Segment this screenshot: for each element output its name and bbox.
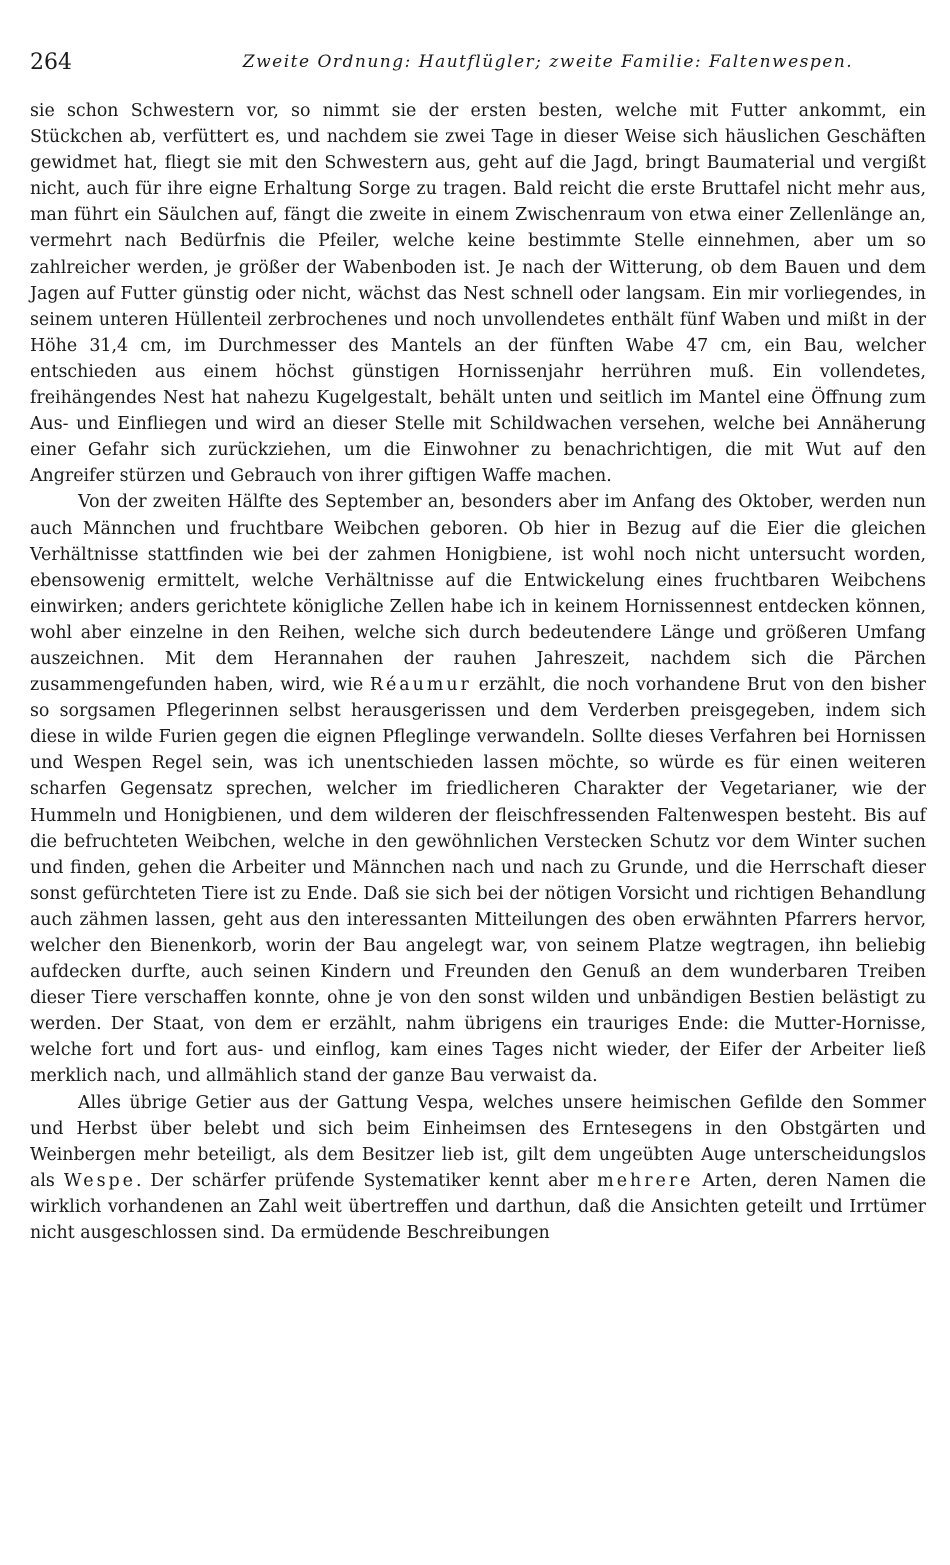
- author-name-reaumur: Réaumur: [369, 675, 472, 696]
- paragraph-3-text-before: Alles übrige Getier aus der Gattung Vespa, welches unsere heimischen Gefilde den Sommer und Herbst über belebt und sich beim Einheimsen des Erntesegens in den Obstgärten und Weinbergen mehr beteiligt, als dem Besitzer lieb ist, gilt dem ungeübten Auge unterscheidungslos als: [30, 1092, 926, 1191]
- book-page: [30, 46, 926, 1244]
- paragraph-2-text-after: erzählt, die noch vorhandene Brut von den bisher so sorgsamen Pflegerinnen selbst herausgerissen und dem Verderben preisgegeben, indem sich diese in wilde Furien gegen die eignen Pfleglinge verwandeln. Sollte dieses Verfahren bei Hornissen und Wespen Regel sein, was ich unentschieden lassen möchte, so würde es für einen weiteren scharfen Gegensatz sprechen, welcher im friedlicheren Charakter der Vegetarianer, wie der Hummeln und Honigbienen, und dem wilderen der fleischfressenden Faltenwespen besteht. Bis auf die befruchteten Weibchen, welche in den gewöhnlichen Verstecken Schutz vor dem Winter suchen und finden, gehen die Arbeiter und Männchen nach und nach zu Grunde, und die Herrschaft dieser sonst gefürchteten Tiere ist zu Ende. Daß sie sich bei der nötigen Vorsicht und richtigen Behandlung auch zähmen lassen, geht aus den interessanten Mitteilungen des oben erwähnten Pfarrers hervor, welcher den Bienenkorb, worin der Bau angelegt war, von seinem Platze wegtragen, ihn beliebig aufdecken durfte, auch seinen Kindern und Freunden den Genuß an dem wunderbaren Treiben dieser Tiere verschaffen konnte, ohne je von den sonst wilden und unbändigen Bestien belästigt zu werden. Der Staat, von dem er erzählt, nahm übrigens ein trauriges Ende: die Mutter-Hornisse, welche fort und fort aus- und einflog, kam eines Tages nicht wieder, der Eifer der Arbeiter ließ merklich nach, und allmählich stand der ganze Bau verwaist da.: [30, 675, 926, 1087]
- paragraph-3-text-after: Arten, deren Namen die wirklich vorhandenen an Zahl weit übertreffen und darthun, daß die Ansichten geteilt und Irrtümer nicht ausgeschlossen sind. Da ermüdende Beschreibungen: [30, 1170, 926, 1244]
- paragraph-3: [30, 1090, 926, 1247]
- paragraph-2-text-before: Von der zweiten Hälfte des September an, besonders aber im Anfang des Oktober, werden nun auch Männchen und fruchtbare Weibchen geboren. Ob hier in Bezug auf die Eier die gleichen Verhältnisse stattfinden wie bei der zahmen Honigbiene, ist wohl noch nicht untersucht worden, ebensowenig ermittelt, welche Verhältnisse auf die Entwickelung eines fruchtbaren Weibchens einwirken; anders gerichtete königliche Zellen habe ich in keinem Hornissennest entdecken können, wohl aber einzelne in den Reihen, welche sich durch bedeutendere Länge und größeren Umfang auszeichnen. Mit dem Herannahen der rauhen Jahreszeit, nachdem sich die Pärchen zusammengefunden haben, wird, wie: [30, 492, 926, 696]
- emphasis-mehrere: mehrere: [597, 1170, 694, 1191]
- term-wespe: Wespe: [63, 1170, 136, 1191]
- page-number: 264: [30, 50, 72, 75]
- running-title: Zweite Ordnung: Hautflügler; zweite Familie: Faltenwespen.: [242, 52, 854, 72]
- body-text: [30, 98, 926, 1246]
- paragraph-1-text: sie schon Schwestern vor, so nimmt sie der ersten besten, welche mit Futter ankommt, ein Stückchen ab, verfüttert es, und nachdem sie zwei Tage in dieser Weise sich häuslichen Geschäften gewidmet hat, fliegt sie mit den Schwestern aus, geht auf die Jagd, bringt Baumaterial und vergißt nicht, auch für ihre eigne Erhaltung Sorge zu tragen. Bald reicht die erste Bruttafel nicht mehr aus, man führt ein Säulchen auf, fängt die zweite in einem Zwischenraum von etwa einer Zellenlänge an, vermehrt nach Bedürfnis die Pfeiler, welche keine bestimmte Stelle einnehmen, aber um so zahlreicher werden, je größer der Wabenboden ist. Je nach der Witterung, ob dem Bauen und dem Jagen auf Futter günstig oder nicht, wächst das Nest schnell oder langsam. Ein mir vorliegendes, in seinem unteren Hüllenteil zerbrochenes und noch unvollendetes enthält fünf Waben und mißt in der Höhe 31,4 cm, im Durchmesser des Mantels an der fünften Wabe 47 cm, ein Bau, welcher entschieden aus einem höchst günstigen Hornissenjahr herrühren muß. Ein vollendetes, freihängendes Nest hat nahezu Kugelgestalt, behält unten und seitlich im Mantel eine Öffnung zum Aus- und Einfliegen und wird an dieser Stelle mit Schildwachen versehen, welche bei Annäherung einer Gefahr sich zurückziehen, um die Einwohner zu benachrichtigen, die mit Wut auf den Angreifer stürzen und Gebrauch von ihrer giftigen Waffe machen.: [30, 101, 926, 487]
- paragraph-2: [30, 489, 926, 1089]
- paragraph-3-text-middle: . Der schärfer prüfende Systematiker kennt aber: [135, 1170, 598, 1191]
- paragraph-1: [30, 98, 926, 489]
- page-header: [30, 46, 926, 82]
